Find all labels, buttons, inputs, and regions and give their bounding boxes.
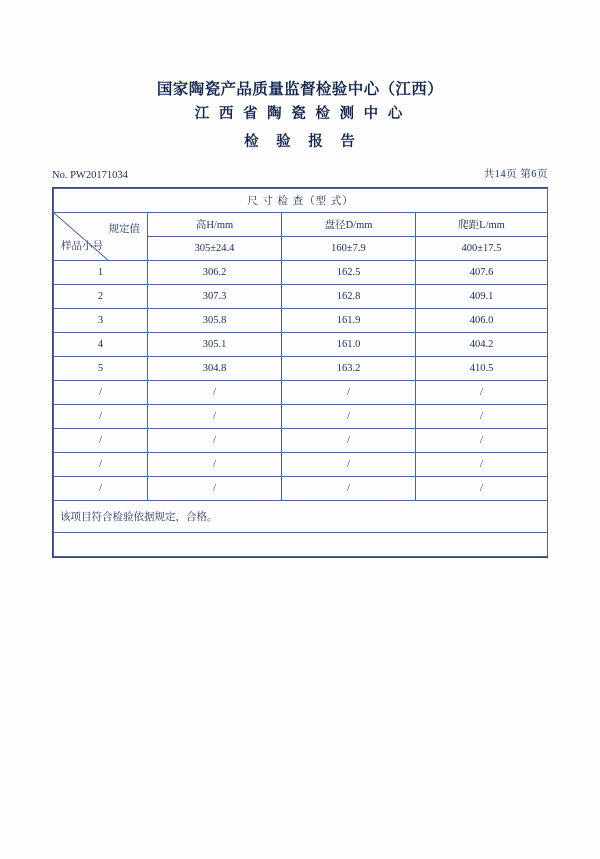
column-header-height: 高H/mm — [148, 213, 282, 237]
cell-creepage: / — [416, 477, 548, 501]
cell-height: / — [148, 429, 282, 453]
cell-diameter: 163.2 — [282, 357, 416, 381]
cell-height: 307.3 — [148, 285, 282, 309]
page-counter: 共14页 第6页 — [483, 169, 548, 181]
cell-creepage: 407.6 — [416, 261, 548, 285]
table-row — [54, 453, 548, 477]
page-subtitle: 江 西 省 陶 瓷 检 测 中 心 — [194, 106, 406, 123]
cell-creepage: / — [416, 405, 548, 429]
spec-value-creepage: 400±17.5 — [416, 237, 548, 261]
cell-height: / — [148, 381, 282, 405]
cell-diameter: 162.5 — [282, 261, 416, 285]
table-row-blank — [54, 533, 548, 557]
cell-creepage: 409.1 — [416, 285, 548, 309]
meta-row — [52, 166, 548, 181]
table-row-section-title — [54, 189, 548, 213]
cell-diameter: 161.0 — [282, 333, 416, 357]
section-title: 尺 寸 检 查（型 式） — [54, 189, 548, 213]
column-header-creepage: 爬距L/mm — [416, 213, 548, 237]
cell-height: 305.8 — [148, 309, 282, 333]
dimension-check-table — [53, 188, 548, 557]
document-header — [0, 0, 600, 156]
cell-height: 304.8 — [148, 357, 282, 381]
table-row-note — [54, 501, 548, 533]
table-row — [54, 381, 548, 405]
cell-diameter: / — [282, 477, 416, 501]
table-row-header — [54, 213, 548, 237]
cell-diameter: / — [282, 405, 416, 429]
cell-creepage: / — [416, 453, 548, 477]
table-row — [54, 261, 548, 285]
cell-creepage: 404.2 — [416, 333, 548, 357]
row-number: 5 — [54, 357, 148, 381]
row-number: 2 — [54, 285, 148, 309]
table-row — [54, 333, 548, 357]
cell-height: / — [148, 405, 282, 429]
cell-creepage: / — [416, 429, 548, 453]
row-number: / — [54, 405, 148, 429]
cell-height: 305.1 — [148, 333, 282, 357]
corner-label-spec: 规定值 — [108, 224, 140, 236]
report-number: No. PW20171034 — [52, 170, 128, 182]
row-number: / — [54, 429, 148, 453]
cell-diameter: 161.9 — [282, 309, 416, 333]
page-title-report: 检 验 报 告 — [244, 133, 362, 150]
row-number: / — [54, 381, 148, 405]
table-row — [54, 429, 548, 453]
corner-header-cell — [54, 213, 148, 261]
cell-creepage: / — [416, 381, 548, 405]
table-row — [54, 285, 548, 309]
cell-diameter: / — [282, 381, 416, 405]
table-row — [54, 477, 548, 501]
cell-height: / — [148, 477, 282, 501]
cell-diameter: / — [282, 429, 416, 453]
report-table-frame — [52, 187, 548, 558]
blank-area — [54, 533, 548, 557]
spec-value-diameter: 160±7.9 — [282, 237, 416, 261]
table-row — [54, 405, 548, 429]
row-number: / — [54, 453, 148, 477]
table-row — [54, 309, 548, 333]
cell-height: / — [148, 453, 282, 477]
cell-height: 306.2 — [148, 261, 282, 285]
row-number: 4 — [54, 333, 148, 357]
row-number: / — [54, 477, 148, 501]
conclusion-note: 该项目符合检验依据规定，合格。 — [54, 501, 548, 533]
cell-creepage: 406.0 — [416, 309, 548, 333]
cell-diameter: / — [282, 453, 416, 477]
table-row — [54, 357, 548, 381]
page-title: 国家陶瓷产品质量监督检验中心（江西） — [156, 81, 444, 98]
column-header-diameter: 盘径D/mm — [282, 213, 416, 237]
row-number: 3 — [54, 309, 148, 333]
corner-label-sample: 样品小号 — [61, 241, 103, 253]
cell-creepage: 410.5 — [416, 357, 548, 381]
row-number: 1 — [54, 261, 148, 285]
cell-diameter: 162.8 — [282, 285, 416, 309]
spec-value-height: 305±24.4 — [148, 237, 282, 261]
